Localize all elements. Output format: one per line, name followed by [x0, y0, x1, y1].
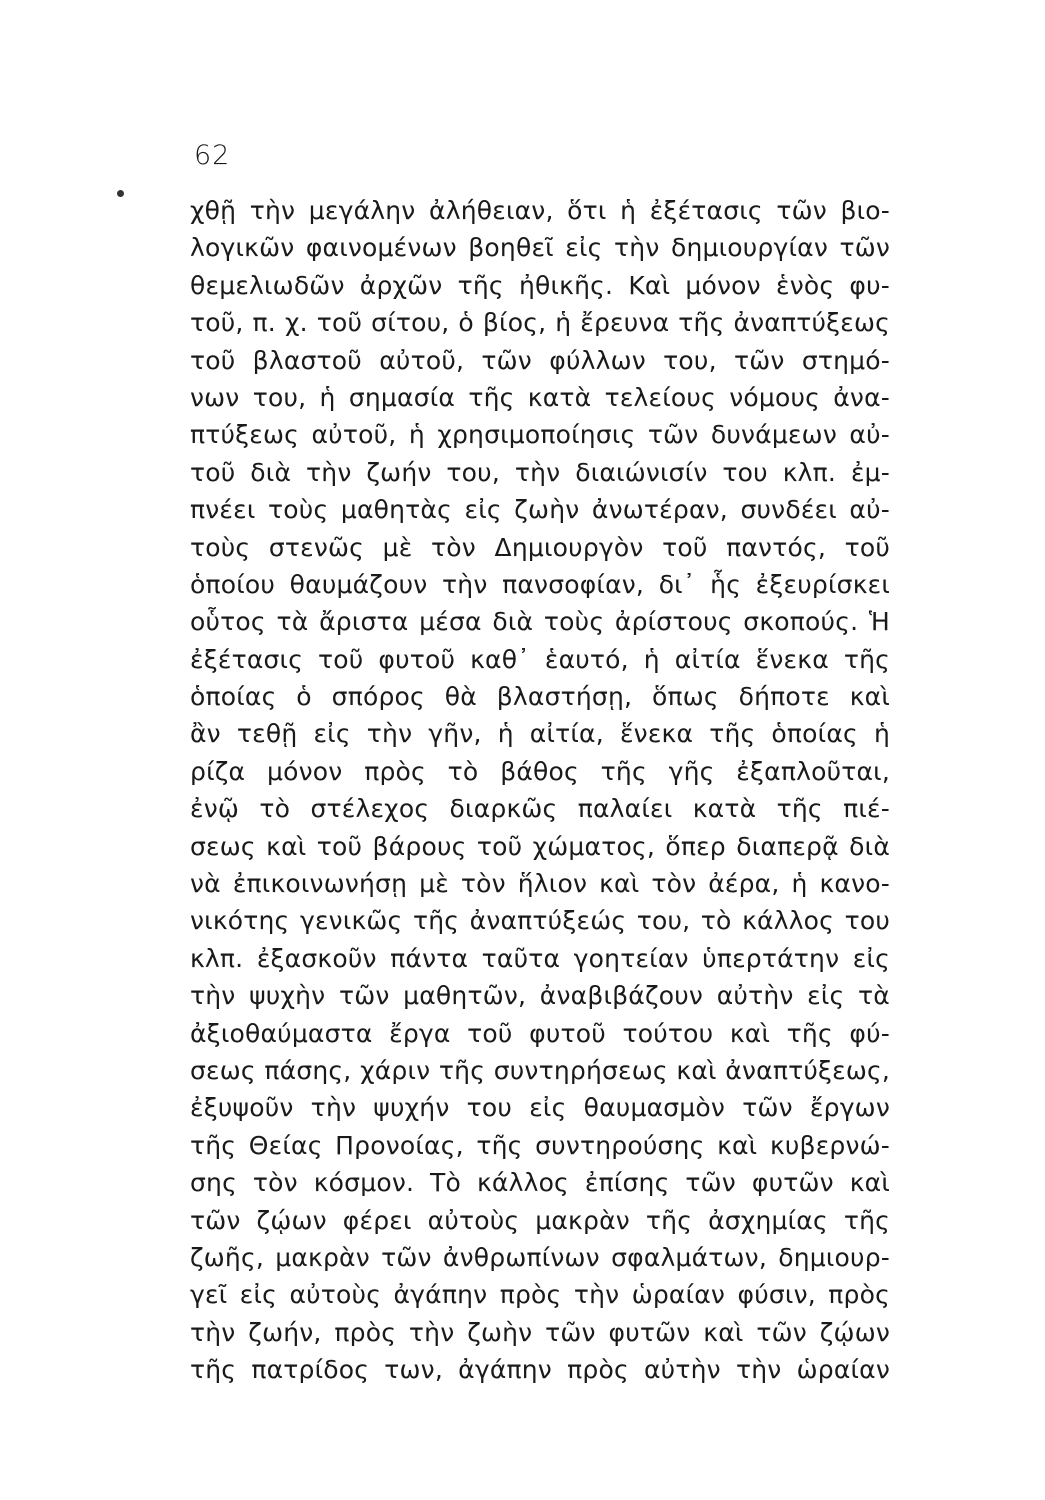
page-number: 62	[194, 140, 231, 171]
text-line: σεως πάσης, χάριν τῆς συντηρήσεως καὶ ἀναπτύξεως,	[190, 1055, 890, 1085]
text-line: ἐνῷ τὸ στέλεχος διαρκῶς παλαίει κατὰ τῆς πιέ-	[190, 794, 890, 824]
text-line: οὗτος τὰ ἄριστα μέσα διὰ τοὺς ἀρίστους σκοπούς. Ἡ	[190, 607, 890, 637]
text-line: πνέει τοὺς μαθητὰς εἰς ζωὴν ἀνωτέραν, συνδέει αὐ-	[190, 495, 890, 525]
text-line: ὁποίου θαυμάζουν τὴν πανσοφίαν, δι᾽ ἧς ἐξευρίσκει	[190, 569, 890, 599]
text-line: ἀξιοθαύμαστα ἔργα τοῦ φυτοῦ τούτου καὶ τῆς φύ-	[190, 1018, 890, 1048]
ink-speck	[117, 190, 124, 197]
text-line: τὴν ψυχὴν τῶν μαθητῶν, ἀναβιβάζουν αὐτὴν εἰς τὰ	[190, 981, 890, 1011]
text-line: ἐξέτασις τοῦ φυτοῦ καθ᾽ ἑαυτό, ἡ αἰτία ἕνεκα τῆς	[190, 644, 890, 674]
text-line: ζωῆς, μακρὰν τῶν ἀνθρωπίνων σφαλμάτων, δημιουρ-	[190, 1242, 890, 1272]
text-line: τοῦ διὰ τὴν ζωήν του, τὴν διαιώνισίν του κλπ. ἐμ-	[190, 457, 890, 487]
text-line: σεως καὶ τοῦ βάρους τοῦ χώματος, ὅπερ διαπερᾷ διὰ	[190, 831, 890, 861]
text-line: γεῖ εἰς αὐτοὺς ἀγάπην πρὸς τὴν ὡραίαν φύσιν, πρὸς	[190, 1280, 890, 1310]
text-line: ρίζα μόνον πρὸς τὸ βάθος τῆς γῆς ἐξαπλοῦται,	[190, 756, 890, 786]
body-text	[190, 192, 890, 1389]
text-line: τοὺς στενῶς μὲ τὸν Δημιουργὸν τοῦ παντός, τοῦ	[190, 532, 890, 562]
text-line: σης τὸν κόσμον. Τὸ κάλλος ἐπίσης τῶν φυτῶν καὶ	[190, 1168, 890, 1198]
text-line: ὁποίας ὁ σπόρος θὰ βλαστήσῃ, ὅπως δήποτε καὶ	[190, 682, 890, 712]
text-line: νὰ ἐπικοινωνήσῃ μὲ τὸν ἥλιον καὶ τὸν ἀέρα, ἡ κανο-	[190, 869, 890, 899]
text-line: νικότης γενικῶς τῆς ἀναπτύξεώς του, τὸ κάλλος του	[190, 906, 890, 936]
text-line: τῆς πατρίδος των, ἀγάπην πρὸς αὐτὴν τὴν ὡραίαν	[190, 1355, 890, 1385]
text-line: λογικῶν φαινομένων βοηθεῖ εἰς τὴν δημιουργίαν τῶν	[190, 233, 890, 263]
text-line: τοῦ, π. χ. τοῦ σίτου, ὁ βίος, ἡ ἔρευνα τῆς ἀναπτύξεως	[190, 308, 890, 338]
text-line: τὴν ζωήν, πρὸς τὴν ζωὴν τῶν φυτῶν καὶ τῶν ζῴων	[190, 1317, 890, 1347]
text-line: κλπ. ἐξασκοῦν πάντα ταῦτα γοητείαν ὑπερτάτην εἰς	[190, 943, 890, 973]
text-line: χθῇ τὴν μεγάλην ἀλήθειαν, ὅτι ἡ ἐξέτασις τῶν βιο-	[190, 196, 890, 225]
text-line: θεμελιωδῶν ἀρχῶν τῆς ἠθικῆς. Καὶ μόνον ἑνὸς φυ-	[190, 270, 890, 300]
text-line: ἐξυψοῦν τὴν ψυχήν του εἰς θαυμασμὸν τῶν ἔργων	[190, 1093, 890, 1123]
text-line: τοῦ βλαστοῦ αὐτοῦ, τῶν φύλλων του, τῶν στημό-	[190, 345, 890, 375]
text-line: τῶν ζῴων φέρει αὐτοὺς μακρὰν τῆς ἀσχημίας τῆς	[190, 1205, 890, 1235]
text-line: τῆς Θείας Προνοίας, τῆς συντηρούσης καὶ κυβερνώ-	[190, 1130, 890, 1160]
text-line: ἂν τεθῇ εἰς τὴν γῆν, ἡ αἰτία, ἕνεκα τῆς ὁποίας ἡ	[190, 719, 890, 749]
text-line: πτύξεως αὐτοῦ, ἡ χρησιμοποίησις τῶν δυνάμεων αὐ-	[190, 420, 890, 450]
text-line: νων του, ἡ σημασία τῆς κατὰ τελείους νόμους ἀνα-	[190, 382, 890, 412]
